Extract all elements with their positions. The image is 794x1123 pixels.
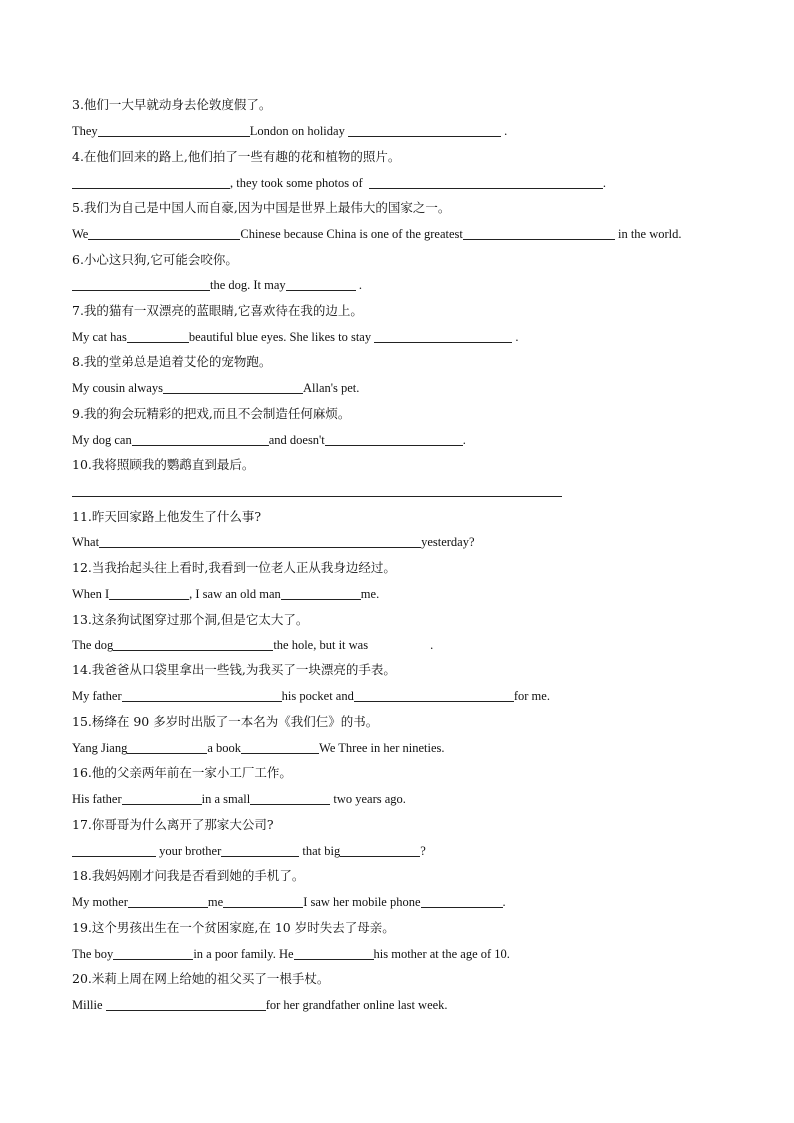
question-6-prompt: 6.小心这只狗,它可能会咬你。 [72, 252, 238, 267]
text-segment: me [207, 895, 224, 909]
text-segment: . [462, 433, 466, 447]
text-segment: the hole, but it was [273, 638, 369, 652]
text-segment: Allan's pet. [302, 381, 360, 395]
answer-blank[interactable] [113, 638, 273, 651]
question-14-answer-line [72, 688, 550, 704]
text-segment: Millie [72, 998, 103, 1012]
answer-blank[interactable] [106, 998, 266, 1011]
answer-blank[interactable] [163, 381, 303, 394]
question-19-prompt: 19.这个男孩出生在一个贫困家庭,在 10 岁时失去了母亲。 [72, 920, 395, 935]
text-segment: My father [72, 689, 122, 703]
question-8-prompt: 8.我的堂弟总是追着艾伦的宠物跑。 [72, 354, 272, 369]
answer-blank[interactable] [348, 124, 501, 137]
text-segment: beautiful blue eyes. She likes to stay [188, 330, 372, 344]
text-segment: the dog. It may [210, 278, 286, 292]
text-segment: that big [302, 844, 341, 858]
text-segment: Yang Jiang [72, 741, 128, 755]
question-12-prompt: 12.当我抬起头往上看时,我看到一位老人正从我身边经过。 [72, 560, 396, 575]
question-13-prompt: 13.这条狗试图穿过那个洞,但是它太大了。 [72, 612, 309, 627]
answer-blank[interactable] [463, 227, 615, 240]
answer-blank[interactable] [281, 587, 361, 600]
answer-blank[interactable] [72, 278, 210, 291]
text-segment: ? [420, 844, 426, 858]
question-3-answer-line [72, 123, 507, 139]
question-13-answer-line [72, 637, 433, 653]
question-17-prompt: 17.你哥哥为什么离开了那家大公司? [72, 817, 274, 832]
text-segment: When I [72, 587, 110, 601]
question-18-answer-line [72, 894, 506, 910]
text-segment: His father [72, 792, 122, 806]
text-segment: , they took some photos of [230, 176, 363, 190]
answer-blank[interactable] [99, 535, 421, 548]
question-11-prompt: 11.昨天回家路上他发生了什么事? [72, 509, 262, 524]
question-8-answer-line [72, 380, 359, 396]
answer-blank[interactable] [98, 124, 250, 137]
question-17-answer-line [72, 843, 426, 859]
answer-blank[interactable] [88, 227, 240, 240]
question-16-answer-line [72, 791, 406, 807]
text-segment: My mother [72, 895, 128, 909]
text-segment: two years ago. [333, 792, 406, 806]
answer-blank[interactable] [113, 947, 193, 960]
question-15-prompt: 15.杨绛在 90 多岁时出版了一本名为《我们仨》的书。 [72, 714, 379, 729]
text-segment: What [72, 535, 100, 549]
text-segment: My cat has [72, 330, 127, 344]
text-segment: . [430, 638, 434, 652]
answer-blank[interactable] [122, 792, 202, 805]
text-segment: They [72, 124, 98, 138]
answer-blank[interactable] [294, 947, 374, 960]
text-segment: . [515, 330, 519, 344]
text-segment: me. [360, 587, 380, 601]
text-segment: , I saw an old man [189, 587, 281, 601]
question-9-answer-line [72, 432, 466, 448]
text-segment: We [72, 227, 89, 241]
question-20-answer-line [72, 997, 448, 1013]
answer-blank[interactable] [325, 433, 463, 446]
question-18-prompt: 18.我妈妈刚才问我是否看到她的手机了。 [72, 868, 305, 883]
question-11-answer-line [72, 534, 475, 550]
question-12-answer-line [72, 586, 379, 602]
answer-blank[interactable] [128, 895, 208, 908]
question-14-prompt: 14.我爸爸从口袋里拿出一些钱,为我买了一块漂亮的手表。 [72, 662, 396, 677]
answer-blank[interactable] [354, 689, 514, 702]
text-segment: in a small [201, 792, 251, 806]
question-16-prompt: 16.他的父亲两年前在一家小工厂工作。 [72, 765, 292, 780]
question-10-prompt: 10.我将照顾我的鹦鹉直到最后。 [72, 457, 255, 472]
answer-blank[interactable] [127, 330, 189, 343]
answer-blank[interactable] [241, 741, 319, 754]
answer-blank[interactable] [122, 689, 282, 702]
text-segment: in the world. [617, 227, 682, 241]
text-segment: The boy [72, 947, 114, 961]
question-7-answer-line [72, 329, 519, 345]
text-segment: a book [207, 741, 242, 755]
answer-blank[interactable] [286, 278, 356, 291]
text-segment: Chinese because China is one of the greatest [240, 227, 463, 241]
question-10-answer-line [72, 483, 562, 499]
question-3-prompt: 3.他们一大早就动身去伦敦度假了。 [72, 97, 272, 112]
text-segment: in a poor family. He [193, 947, 294, 961]
question-7-prompt: 7.我的猫有一双漂亮的蓝眼睛,它喜欢待在我的边上。 [72, 303, 363, 318]
text-segment: for me. [513, 689, 550, 703]
text-segment: and doesn't [268, 433, 325, 447]
answer-blank[interactable] [72, 176, 230, 189]
text-segment: for her grandfather online last week. [265, 998, 448, 1012]
answer-blank[interactable] [72, 844, 156, 857]
text-segment: London on holiday [249, 124, 345, 138]
answer-blank[interactable] [250, 792, 330, 805]
text-segment: . [602, 176, 607, 190]
answer-blank[interactable] [369, 176, 603, 189]
question-19-answer-line [72, 946, 510, 962]
question-5-prompt: 5.我们为自己是中国人而自豪,因为中国是世界上最伟大的国家之一。 [72, 200, 451, 215]
answer-blank[interactable] [421, 895, 503, 908]
question-20-prompt: 20.米莉上周在网上给她的祖父买了一根手杖。 [72, 971, 330, 986]
answer-blank[interactable] [109, 587, 189, 600]
answer-blank[interactable] [340, 844, 420, 857]
answer-blank[interactable] [72, 484, 562, 497]
text-segment: yesterday? [421, 535, 475, 549]
answer-blank[interactable] [374, 330, 512, 343]
text-segment: We Three in her nineties. [319, 741, 445, 755]
text-segment: your brother [159, 844, 222, 858]
text-segment: . [504, 124, 508, 138]
answer-blank[interactable] [223, 895, 303, 908]
text-segment: I saw her mobile phone [303, 895, 421, 909]
question-6-answer-line [72, 277, 362, 293]
text-segment: his pocket and [281, 689, 354, 703]
text-segment: My cousin always [72, 381, 163, 395]
question-15-answer-line [72, 740, 444, 756]
text-segment: The dog [72, 638, 114, 652]
text-segment: his mother at the age of 10. [373, 947, 510, 961]
text-segment: My dog can [72, 433, 132, 447]
answer-blank[interactable] [221, 844, 299, 857]
question-9-prompt: 9.我的狗会玩精彩的把戏,而且不会制造任何麻烦。 [72, 406, 351, 421]
question-5-answer-line [72, 226, 682, 242]
question-4-prompt: 4.在他们回来的路上,他们拍了一些有趣的花和植物的照片。 [72, 149, 401, 164]
question-4-answer-line [72, 175, 606, 191]
answer-blank[interactable] [132, 433, 269, 446]
text-segment: . [358, 278, 362, 292]
answer-blank[interactable] [127, 741, 207, 754]
text-segment: . [502, 895, 506, 909]
